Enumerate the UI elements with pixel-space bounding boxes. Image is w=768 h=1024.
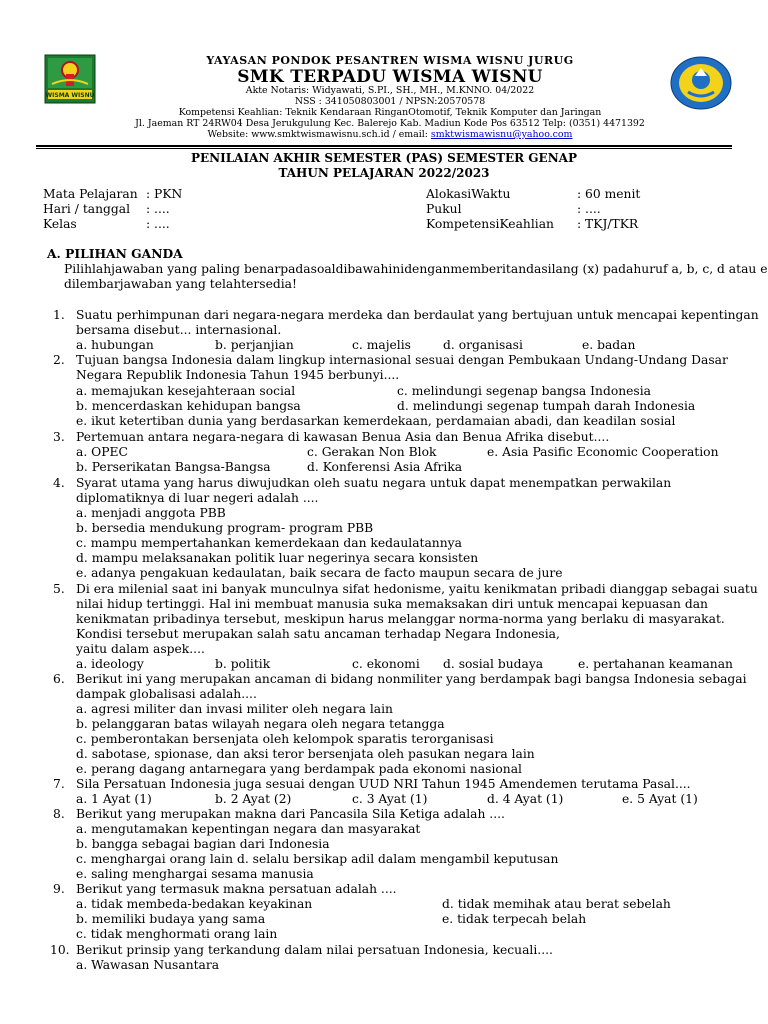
- info-label-class: Kelas: [43, 217, 77, 231]
- info-value-date: : ....: [146, 202, 170, 216]
- answer-option: c. pemberontakan bersenjata oleh kelompok sparatis terorganisasi: [76, 732, 494, 746]
- answer-option: a. hubungan: [76, 338, 154, 352]
- info-value-subject: : PKN: [146, 187, 183, 201]
- answer-option: a. agresi militer dan invasi militer oleh negara lain: [76, 702, 393, 716]
- notary-line: Akte Notaris: Widyawati, S.PI., SH., MH., M.KNNO. 04/2022: [245, 85, 535, 96]
- question-number: 2.: [53, 353, 65, 367]
- answer-option: d. mampu melaksanakan politik luar negerinya secara konsisten: [76, 551, 479, 565]
- answer-option: d. sosial budaya: [443, 657, 544, 671]
- question-text: Sila Persatuan Indonesia juga sesuai dengan UUD NRI Tahun 1945 Amendemen terutama Pasal....: [76, 777, 691, 791]
- header-rule-thin: [36, 148, 732, 149]
- answer-option: e. saling menghargai sesama manusia: [76, 867, 314, 881]
- question-text: dampak globalisasi adalah....: [76, 687, 257, 701]
- question-text: diplomatiknya di luar negeri adalah ....: [76, 491, 319, 505]
- question-text: Berikut ini yang merupakan ancaman di bidang nonmiliter yang berdampak bagi bangsa Indonesia sebagai: [76, 672, 747, 686]
- nss-line: NSS : 341050803001 / NPSN:20570578: [294, 96, 486, 107]
- answer-option: d. tidak memihak atau berat sebelah: [442, 897, 671, 911]
- answer-option: c. tidak menghormati orang lain: [76, 927, 278, 941]
- info-label-duration: AlokasiWaktu: [426, 187, 511, 201]
- answer-option: b. politik: [215, 657, 271, 671]
- answer-option: e. tidak terpecah belah: [442, 912, 587, 926]
- answer-option: c. mampu mempertahankan kemerdekaan dan kedaulatannya: [76, 536, 462, 550]
- website-line: [120, 130, 660, 141]
- school-name: SMK TERPADU WISMA WISNU: [237, 67, 543, 87]
- answer-option: c. menghargai orang lain d. selalu bersikap adil dalam mengambil keputusan: [76, 852, 559, 866]
- answer-option: d. 4 Ayat (1): [487, 792, 564, 806]
- question-text: kenikmatan pribadinya tersebut, meskipun harus melanggar norma-norma yang berlaku di masyarakat.: [76, 612, 725, 626]
- answer-option: a. 1 Ayat (1): [76, 792, 152, 806]
- info-label-competence: KompetensiKeahlian: [426, 217, 554, 231]
- question-number: 1.: [53, 308, 65, 322]
- email-link[interactable]: smktwismawisnu@yahoo.com: [430, 129, 573, 140]
- answer-option: b. Perserikatan Bangsa-Bangsa: [76, 460, 271, 474]
- answer-option: b. mencerdaskan kehidupan bangsa: [76, 399, 301, 413]
- answer-option: c. melindungi segenap bangsa Indonesia: [397, 384, 651, 398]
- question-text: Berikut prinsip yang terkandung dalam nilai persatuan Indonesia, kecuali....: [76, 943, 553, 957]
- exam-year: TAHUN PELAJARAN 2022/2023: [278, 166, 490, 180]
- section-title: A. PILIHAN GANDA: [47, 246, 183, 261]
- question-number: 8.: [53, 807, 65, 821]
- instruction-line: Pilihlahjawaban yang paling benarpadasoaldibawahinidenganmemberitandasilang (x) padahuruf a, b, c, d atau e: [64, 262, 768, 276]
- exam-title: PENILAIAN AKHIR SEMESTER (PAS) SEMESTER GENAP: [190, 151, 578, 165]
- answer-option: b. bersedia mendukung program- program PBB: [76, 521, 374, 535]
- question-text: bersama disebut... internasional.: [76, 323, 282, 337]
- answer-option: b. 2 Ayat (2): [215, 792, 292, 806]
- info-label-time: Pukul: [426, 202, 462, 216]
- answer-option: d. Konferensi Asia Afrika: [307, 460, 463, 474]
- question-text: Berikut yang termasuk makna persatuan adalah ....: [76, 882, 397, 896]
- question-text: Kondisi tersebut merupakan salah satu ancaman terhadap Negara Indonesia,: [76, 627, 560, 641]
- answer-option: e. 5 Ayat (1): [622, 792, 698, 806]
- answer-option: e. pertahanan keamanan: [578, 657, 733, 671]
- question-text: Negara Republik Indonesia Tahun 1945 berbunyi....: [76, 368, 400, 382]
- answer-option: d. organisasi: [443, 338, 523, 352]
- answer-option: c. 3 Ayat (1): [352, 792, 428, 806]
- question-text: Tujuan bangsa Indonesia dalam lingkup internasional sesuai dengan Pembukaan Undang-Undang Dasar: [76, 353, 728, 367]
- website-text: Website: www.smktwismawisnu.sch.id / email:: [207, 129, 431, 140]
- answer-option: e. perang dagang antarnegara yang berdampak pada ekonomi nasional: [76, 762, 522, 776]
- school-logo: [44, 54, 96, 104]
- info-value-competence: : TKJ/TKR: [577, 217, 639, 231]
- answer-option: e. adanya pengakuan kedaulatan, baik secara de facto maupun secara de jure: [76, 566, 563, 580]
- ministry-logo: [670, 56, 732, 110]
- question-number: 10.: [50, 943, 70, 957]
- question-text: Di era milenial saat ini banyak munculnya sifat hedonisme, yaitu kenikmatan pribadi dianggap sebagai suatu: [76, 582, 758, 596]
- question-text: yaitu dalam aspek....: [76, 642, 205, 656]
- question-text: Suatu perhimpunan dari negara-negara merdeka dan berdaulat yang bertujuan untuk mencapai kepentingan: [76, 308, 759, 322]
- competence-line: Kompetensi Keahlian: Teknik Kendaraan RinganOtomotif, Teknik Komputer dan Jaringan: [178, 107, 602, 118]
- answer-option: a. ideology: [76, 657, 144, 671]
- instruction-line: dilembarjawaban yang telahtersedia!: [64, 277, 297, 291]
- info-value-duration: : 60 menit: [577, 187, 641, 201]
- answer-option: b. bangga sebagai bagian dari Indonesia: [76, 837, 330, 851]
- question-text: Pertemuan antara negara-negara di kawasan Benua Asia dan Benua Afrika disebut....: [76, 430, 610, 444]
- question-number: 6.: [53, 672, 65, 686]
- answer-option: a. memajukan kesejahteraan social: [76, 384, 296, 398]
- answer-option: c. majelis: [352, 338, 411, 352]
- question-number: 7.: [53, 777, 65, 791]
- info-value-time: : ....: [577, 202, 601, 216]
- info-label-subject: Mata Pelajaran: [43, 187, 138, 201]
- answer-option: b. pelanggaran batas wilayah negara oleh negara tetangga: [76, 717, 445, 731]
- answer-option: a. tidak membeda-bedakan keyakinan: [76, 897, 313, 911]
- foundation-name: YAYASAN PONDOK PESANTREN WISMA WISNU JURUG: [206, 54, 574, 67]
- question-text: nilai hidup tertinggi. Hal ini membuat manusia suka memaksakan diri untuk mencapai kepuasan dan: [76, 597, 708, 611]
- answer-option: a. mengutamakan kepentingan negara dan masyarakat: [76, 822, 421, 836]
- answer-option: e. ikut ketertiban dunia yang berdasarkan kemerdekaan, perdamaian abadi, dan keadilan sosial: [76, 414, 676, 428]
- address-line: Jl. Jaeman RT 24RW04 Desa Jerukgulung Kec. Balerejo Kab. Madiun Kode Pos 63512 Telp: (0351) 4471392: [135, 118, 645, 129]
- answer-option: e. badan: [582, 338, 636, 352]
- answer-option: c. ekonomi: [352, 657, 420, 671]
- answer-option: a. OPEC: [76, 445, 128, 459]
- question-number: 9.: [53, 882, 65, 896]
- answer-option: a. menjadi anggota PBB: [76, 506, 226, 520]
- answer-option: c. Gerakan Non Blok: [307, 445, 437, 459]
- answer-option: b. memiliki budaya yang sama: [76, 912, 266, 926]
- answer-option: d. melindungi segenap tumpah darah Indonesia: [397, 399, 696, 413]
- info-label-date: Hari / tanggal: [43, 202, 131, 216]
- question-text: Berikut yang merupakan makna dari Pancasila Sila Ketiga adalah ....: [76, 807, 505, 821]
- header-rule: [36, 145, 732, 147]
- answer-option: a. Wawasan Nusantara: [76, 958, 220, 972]
- question-number: 4.: [53, 476, 65, 490]
- logo-caption: WISMA WISNU: [45, 92, 95, 99]
- question-text: Syarat utama yang harus diwujudkan oleh suatu negara untuk dapat menempatkan perwakilan: [76, 476, 672, 490]
- info-value-class: : ....: [146, 217, 170, 231]
- question-number: 5.: [53, 582, 65, 596]
- question-number: 3.: [53, 430, 65, 444]
- answer-option: e. Asia Pasific Economic Cooperation: [487, 445, 719, 459]
- answer-option: d. sabotase, spionase, dan aksi teror bersenjata oleh pasukan negara lain: [76, 747, 535, 761]
- answer-option: b. perjanjian: [215, 338, 294, 352]
